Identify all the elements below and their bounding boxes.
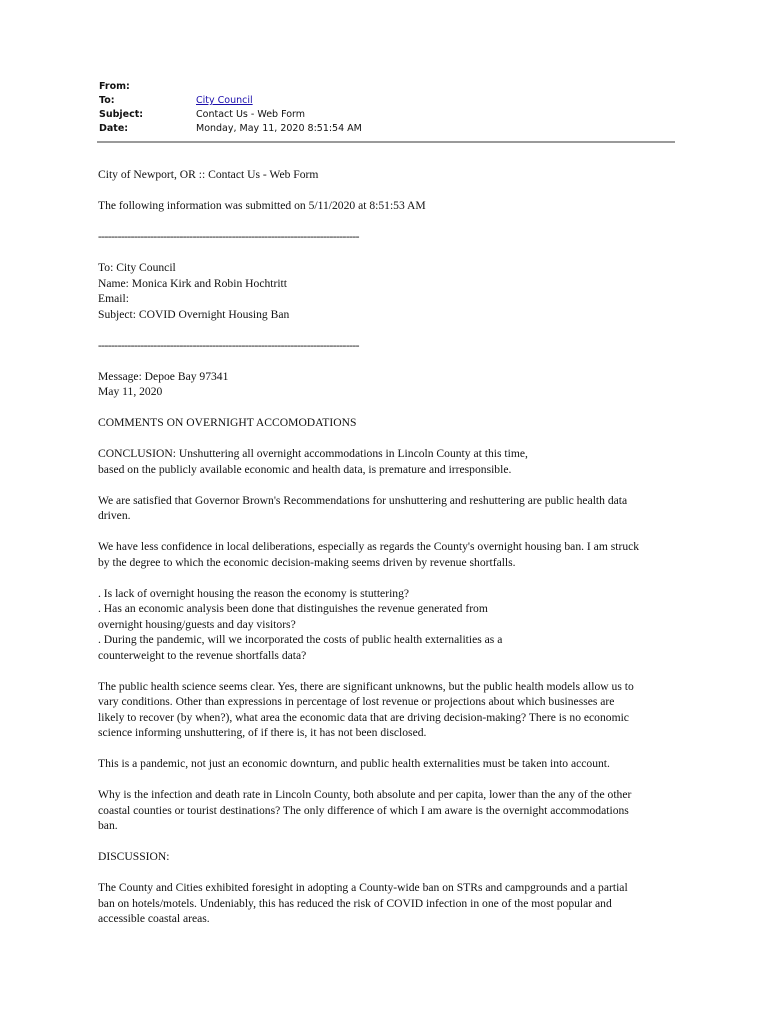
subject-label: Subject: xyxy=(99,109,144,120)
date-value: Monday, May 11, 2020 8:51:54 AM xyxy=(196,123,362,134)
infection-paragraph: Why is the infection and death rate in Lincoln County, both absolute and per capita, lower than the any of the other coastal counties or tourist destinations? The only difference of which I am aware is the overnight accommodations ban. xyxy=(98,788,632,832)
date-row xyxy=(99,122,675,136)
from-row xyxy=(99,80,675,94)
header-divider xyxy=(97,141,675,143)
subject-value: Contact Us - Web Form xyxy=(196,109,306,120)
to-label: To: xyxy=(99,95,115,106)
date-label: Date: xyxy=(99,123,129,134)
submitted-line: The following information was submitted on 5/11/2020 at 8:51:53 AM xyxy=(98,199,426,212)
confidence-paragraph: We have less confidence in local deliberations, especially as regards the County's overnight housing ban. I am struck by the degree to which the economic decision-making seems driven by revenue shortfalls. xyxy=(98,540,640,569)
form-title: City of Newport, OR :: Contact Us - Web Form xyxy=(98,168,319,181)
name-line: Name: Monica Kirk and Robin Hochtritt xyxy=(98,276,288,290)
separator-line: -------------------------------------------------------------------------------- xyxy=(98,230,359,243)
comments-heading: COMMENTS ON OVERNIGHT ACCOMODATIONS xyxy=(98,416,357,429)
email-body xyxy=(98,167,683,942)
email-header xyxy=(99,80,675,136)
county-paragraph: The County and Cities exhibited foresight in adopting a County-wide ban on STRs and campgrounds and a partial ban on hotels/motels. Undeniably, this has reduced the risk of COVID infection in one of the most popular and accessible coastal areas. xyxy=(98,881,628,925)
to-row xyxy=(99,94,675,108)
from-label: From: xyxy=(99,81,130,92)
pandemic-paragraph: This is a pandemic, not just an economic downturn, and public health externalities must be taken into account. xyxy=(98,757,610,770)
to-line: To: City Council xyxy=(98,261,176,274)
discussion-heading: DISCUSSION: xyxy=(98,850,170,863)
message-date: May 11, 2020 xyxy=(98,385,163,398)
science-paragraph: The public health science seems clear. Yes, there are significant unknowns, but the public health models allow us to vary conditions. Other than expressions in percentage of lost revenue or projections about which businesses are likely to recover (by when?), what area the economic data that are driving decision-making? There is no economic science informing unshuttering, of if there is, it has not been disclosed. xyxy=(98,679,634,739)
subject-line: Subject: COVID Overnight Housing Ban xyxy=(98,307,290,321)
separator-line: -------------------------------------------------------------------------------- xyxy=(98,338,359,352)
governor-paragraph: We are satisfied that Governor Brown's Recommendations for unshuttering and reshuttering are public health data driven. xyxy=(98,493,628,522)
message-line: Message: Depoe Bay 97341 xyxy=(98,369,229,383)
email-line: Email: xyxy=(98,292,129,305)
subject-row xyxy=(99,108,675,122)
to-recipient-link[interactable]: City Council xyxy=(196,95,253,106)
from-value xyxy=(196,80,675,94)
conclusion-paragraph: CONCLUSION: Unshuttering all overnight accommodations in Lincoln County at this time, based on the publicly available economic and health data, is premature and irresponsible. xyxy=(98,447,528,476)
questions-list: . Is lack of overnight housing the reason the economy is stuttering? . Has an economic analysis been done that distinguishes the revenue generated from overnight housing/guests and day visitors? . During the pandemic, will we incorporated the costs of public health externalities as a counterweight to the revenue shortfalls data? xyxy=(98,586,503,662)
